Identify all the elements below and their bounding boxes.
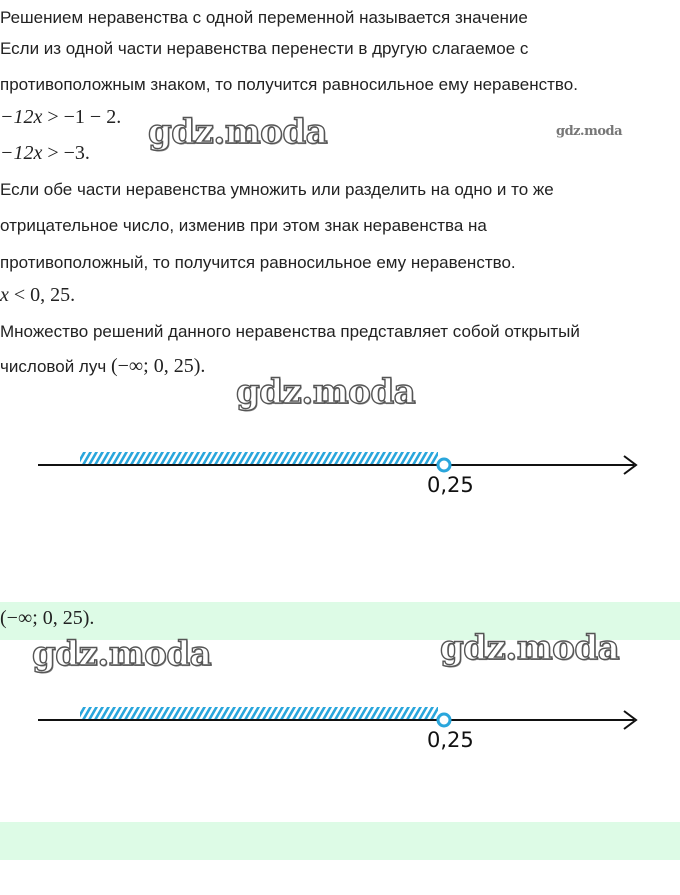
- point-label: 0,25: [427, 473, 474, 497]
- solution-hatch: [80, 452, 438, 465]
- inequality-3: x < 0, 25.: [0, 284, 76, 306]
- inequality-1: −12x > −1 − 2.: [0, 106, 122, 128]
- text-line-6: противоположный, то получится равносильное ему неравенство.: [0, 253, 516, 272]
- inequality-2: −12x > −3.: [0, 142, 90, 164]
- watermark-logo: gdz.moda: [32, 634, 212, 674]
- text-line-2: Если из одной части неравенства перенести в другую слагаемое с: [0, 39, 529, 58]
- watermark-logo: gdz.moda: [148, 112, 328, 152]
- text-line-5: отрицательное число, изменив при этом знак неравенства на: [0, 216, 487, 235]
- text-line-1: Решением неравенства с одной переменной называется значение: [0, 8, 528, 27]
- number-line: [0, 440, 680, 500]
- text-line-7: Множество решений данного неравенства представляет собой открытый: [0, 322, 580, 341]
- answer-band: [0, 822, 680, 860]
- point-label: 0,25: [427, 728, 474, 752]
- answer-text: (−∞; 0, 25).: [0, 607, 95, 629]
- watermark-logo: gdz.moda: [236, 372, 416, 412]
- open-point: [438, 459, 450, 471]
- text-line-4: Если обе части неравенства умножить или разделить на одно и то же: [0, 180, 554, 199]
- text-line-3: противоположным знаком, то получится равносильное ему неравенство.: [0, 75, 578, 94]
- watermark-logo: gdz.moda: [440, 628, 620, 668]
- watermark-small: gdz.moda: [556, 124, 623, 139]
- text-line-8: числовой луч (−∞; 0, 25).: [0, 355, 206, 377]
- open-point: [438, 714, 450, 726]
- solution-hatch: [80, 707, 438, 720]
- number-line: [0, 695, 680, 755]
